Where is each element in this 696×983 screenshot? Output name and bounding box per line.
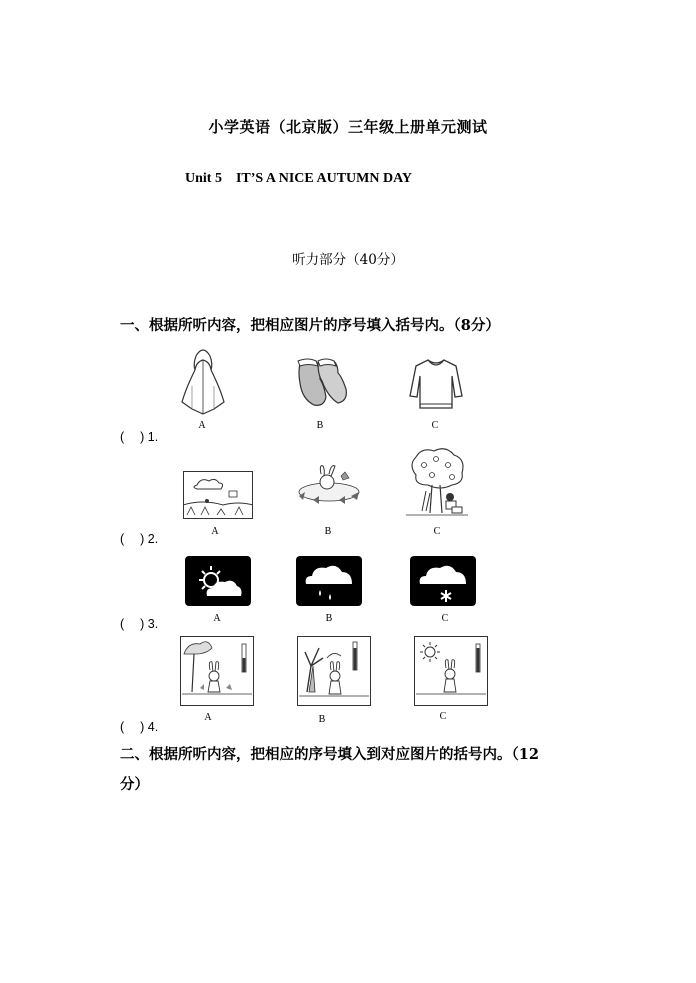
unit-subtitle: Unit 5 IT’S A NICE AUTUMN DAY <box>185 171 413 186</box>
option-label-a: A <box>198 420 206 431</box>
option-label-b: B <box>325 613 333 624</box>
section2-heading-continued: 分） <box>120 776 149 793</box>
sweater-icon <box>408 356 464 412</box>
question-2-label[interactable]: ( ) 2. <box>120 532 159 546</box>
option-label-c: C <box>441 613 449 624</box>
option-label-b: B <box>316 420 324 431</box>
autumn-rabbit-icon <box>180 636 254 706</box>
option-label-c: C <box>439 711 447 722</box>
option-label-b: B <box>324 526 332 537</box>
page-title: 小学英语（北京版）三年级上册单元测试 <box>208 118 488 136</box>
section2-heading: 二、根据所听内容，把相应的序号填入到对应图片的括号内。（12 <box>120 746 539 763</box>
option-label-a: A <box>204 712 212 723</box>
option-label-b: B <box>318 714 326 725</box>
option-label-c: C <box>433 526 441 537</box>
question-4-label[interactable]: ( ) 4. <box>120 720 159 734</box>
cape-icon <box>180 342 226 416</box>
sunny-rabbit-icon <box>414 636 488 706</box>
question-3-label[interactable]: ( ) 3. <box>120 617 159 631</box>
listening-heading: 听力部分（40分） <box>292 252 404 268</box>
rainy-icon <box>296 556 362 606</box>
rabbit-leaves-icon <box>293 462 367 506</box>
sunny-cloudy-icon <box>185 556 251 606</box>
section1-heading: 一、根据所听内容，把相应图片的序号填入括号内。（8分） <box>120 317 500 334</box>
apple-picking-icon <box>406 447 468 517</box>
mittens-icon <box>294 355 350 411</box>
option-label-a: A <box>213 613 221 624</box>
option-label-a: A <box>211 526 219 537</box>
option-label-c: C <box>431 420 439 431</box>
rain-tree-rabbit-icon <box>297 636 371 706</box>
question-1-label[interactable]: ( ) 1. <box>120 430 159 444</box>
picnic-scene-icon <box>183 471 253 519</box>
snowy-icon <box>410 556 476 606</box>
